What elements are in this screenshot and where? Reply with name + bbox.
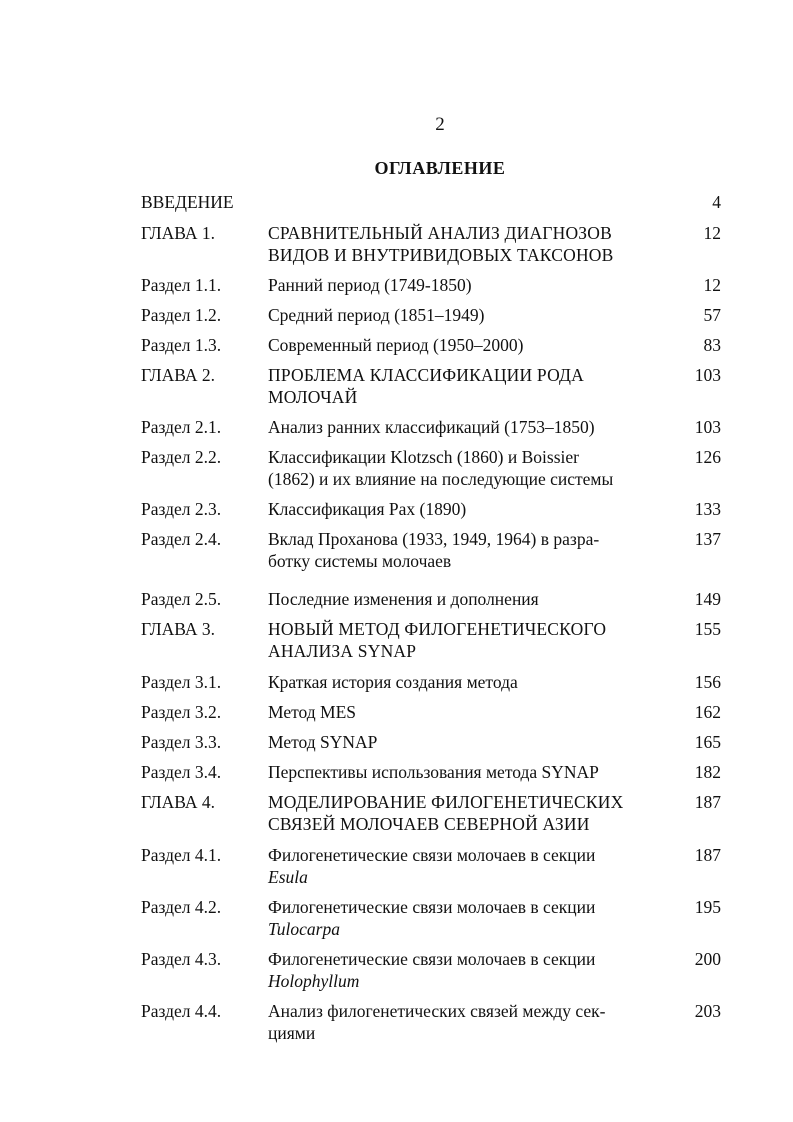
toc-title: ОГЛАВЛЕНИЕ [374, 158, 506, 178]
toc-entry-chapter-3 [141, 618, 721, 662]
toc-entry-section-3-2 [141, 701, 721, 723]
toc-entry-title: Современный период (1950–2000) [268, 335, 524, 355]
toc-entry-label: Раздел 2.1. [141, 417, 222, 437]
toc-entry-title-line-2: (1862) и их влияние на последующие системы [268, 469, 614, 489]
toc-entry-title-line-1: Вклад Проханова (1933, 1949, 1964) в разра- [268, 529, 600, 549]
page-number: 2 [435, 114, 445, 135]
toc-entry-chapter-4 [141, 791, 721, 835]
toc-entry-title: Классификация Pax (1890) [268, 499, 467, 519]
toc-entry-section-4-4 [141, 1000, 721, 1044]
toc-entry-title: Метод MES [268, 702, 357, 722]
toc-entry-title-line-2: циями [268, 1023, 316, 1043]
toc-entry-page: 155 [694, 619, 721, 639]
toc-entry-page: 103 [694, 365, 721, 385]
toc-entry-page: 195 [694, 897, 721, 917]
toc-entry-label: ГЛАВА 4. [141, 792, 216, 812]
toc-entry-title [268, 791, 660, 835]
toc-entry-label: Раздел 2.2. [141, 447, 222, 467]
toc-entry-label: Раздел 1.2. [141, 305, 222, 325]
toc-entry-label: Раздел 1.3. [141, 335, 222, 355]
toc-entry-intro [141, 191, 721, 213]
toc-entry-page: 187 [694, 792, 721, 812]
toc-entry-section-3-4 [141, 761, 721, 783]
toc-entry-title: Ранний период (1749-1850) [268, 275, 472, 295]
toc-entry-section-4-1 [141, 844, 721, 888]
toc-entry-page: 137 [694, 529, 721, 549]
toc-entry-title-line-2: МОЛОЧАЙ [268, 387, 358, 407]
toc-entry-label: Раздел 2.3. [141, 499, 222, 519]
toc-entry-page: 12 [703, 275, 721, 295]
toc-entry-page: 83 [703, 335, 721, 355]
toc-entry-title [268, 948, 660, 992]
toc-entry-page: 203 [694, 1001, 721, 1021]
toc-entry-title [268, 618, 660, 662]
toc-entry-label: Раздел 3.1. [141, 672, 222, 692]
toc-entry-label: Раздел 3.2. [141, 702, 222, 722]
toc-entry-title [268, 528, 660, 572]
toc-entry-title-line-2: ботку системы молочаев [268, 551, 452, 571]
toc-entry-page: 12 [703, 223, 721, 243]
toc-entry-chapter-1 [141, 222, 721, 266]
toc-entry-label: ГЛАВА 3. [141, 619, 216, 639]
toc-entry-section-1-1 [141, 274, 721, 296]
toc-entry-label: ГЛАВА 2. [141, 365, 216, 385]
toc-entry-page: 165 [694, 732, 721, 752]
toc-entry-page: 149 [694, 589, 721, 609]
toc-entry-label: Раздел 4.2. [141, 897, 222, 917]
toc-entry-section-3-3 [141, 731, 721, 753]
toc-entry-label: Раздел 4.1. [141, 845, 222, 865]
toc-entry-title: Краткая история создания метода [268, 672, 518, 692]
toc-entry-page: 103 [694, 417, 721, 437]
toc-entry-title-line-2: СВЯЗЕЙ МОЛОЧАЕВ СЕВЕРНОЙ АЗИИ [268, 814, 590, 834]
toc-entry-title-line-1: Филогенетические связи молочаев в секции [268, 845, 596, 865]
toc-entry-section-2-1 [141, 416, 721, 438]
toc-entry-chapter-2 [141, 364, 721, 408]
toc-entry-section-4-3 [141, 948, 721, 992]
toc-entry-title-line-1: Филогенетические связи молочаев в секции [268, 897, 596, 917]
toc-entry-section-2-5 [141, 588, 721, 610]
toc-entry-title: Перспективы использования метода SYNAP [268, 762, 599, 782]
toc-entry-label: Раздел 3.3. [141, 732, 222, 752]
taxon-name: Tulocarpa [268, 919, 340, 939]
toc-entry-title-line-2 [268, 970, 660, 992]
taxon-name: Holophyllum [268, 971, 360, 991]
toc-entry-title-line-1: Филогенетические связи молочаев в секции [268, 949, 596, 969]
toc-entry-title-line-2 [268, 918, 660, 940]
toc-entry-title-line-2 [268, 866, 660, 888]
toc-entry-title [268, 222, 660, 266]
toc-entry-title: Анализ ранних классификаций (1753–1850) [268, 417, 595, 437]
taxon-name: Esula [268, 867, 308, 887]
toc-entry-title-line-1: СРАВНИТЕЛЬНЫЙ АНАЛИЗ ДИАГНОЗОВ [268, 223, 612, 243]
toc-entry-section-2-3 [141, 498, 721, 520]
toc-entry-page: 4 [712, 192, 721, 212]
toc-entry-page: 133 [694, 499, 721, 519]
toc-entry-title-line-2: АНАЛИЗА SYNAP [268, 641, 417, 661]
toc-entry-title-line-1: МОДЕЛИРОВАНИЕ ФИЛОГЕНЕТИЧЕСКИХ [268, 792, 624, 812]
toc-entry-page: 126 [694, 447, 721, 467]
toc-entry-label: Раздел 3.4. [141, 762, 222, 782]
toc-entry-title-line-1: ПРОБЛЕМА КЛАССИФИКАЦИИ РОДА [268, 365, 585, 385]
toc-entry-label: Раздел 2.5. [141, 589, 222, 609]
table-of-contents [141, 191, 721, 1044]
toc-entry-title-line-1: НОВЫЙ МЕТОД ФИЛОГЕНЕТИЧЕСКОГО [268, 619, 607, 639]
toc-entry-title [268, 1000, 660, 1044]
toc-entry-page: 57 [703, 305, 721, 325]
toc-entry-title [268, 844, 660, 888]
toc-entry-page: 156 [694, 672, 721, 692]
toc-entry-title-line-1: Классификации Klotzsch (1860) и Boissier [268, 447, 579, 467]
toc-entry-section-2-4 [141, 528, 721, 572]
toc-entry-page: 187 [694, 845, 721, 865]
toc-entry-page: 200 [694, 949, 721, 969]
toc-entry-title-line-2: ВИДОВ И ВНУТРИВИДОВЫХ ТАКСОНОВ [268, 245, 614, 265]
toc-entry-title [268, 446, 660, 490]
toc-entry-section-1-3 [141, 334, 721, 356]
toc-entry-label: Раздел 2.4. [141, 529, 222, 549]
toc-entry-section-3-1 [141, 671, 721, 693]
toc-entry-section-2-2 [141, 446, 721, 490]
toc-entry-label: Раздел 4.3. [141, 949, 222, 969]
toc-entry-label: Раздел 1.1. [141, 275, 222, 295]
toc-entry-section-4-2 [141, 896, 721, 940]
toc-entry-title [268, 896, 660, 940]
toc-entry-section-1-2 [141, 304, 721, 326]
toc-entry-title: Метод SYNAP [268, 732, 378, 752]
toc-entry-label: ГЛАВА 1. [141, 223, 216, 243]
toc-entry-page: 182 [694, 762, 721, 782]
toc-entry-page: 162 [694, 702, 721, 722]
toc-entry-label: Раздел 4.4. [141, 1001, 222, 1021]
toc-entry-title [268, 364, 660, 408]
toc-entry-title-line-1: Анализ филогенетических связей между сек- [268, 1001, 606, 1021]
toc-entry-title: Средний период (1851–1949) [268, 305, 485, 325]
toc-entry-label: ВВЕДЕНИЕ [141, 192, 234, 212]
toc-entry-title: Последние изменения и дополнения [268, 589, 539, 609]
